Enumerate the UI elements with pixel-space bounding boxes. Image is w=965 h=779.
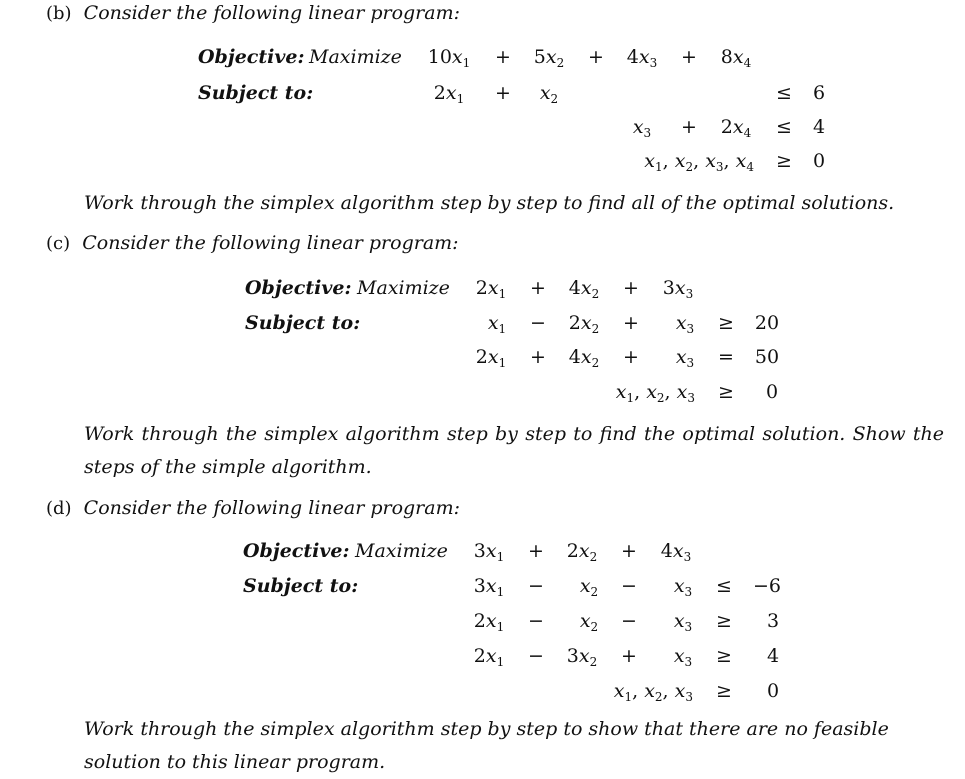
part-d-label: (d) (46, 498, 72, 519)
c-obj-term: $3x_3$ (662, 277, 694, 301)
d-obj-term: $3x_1$ (473, 540, 505, 564)
d-con-term: $x_3$ (673, 610, 693, 634)
b-con-term: $x_2$ (539, 82, 559, 106)
c-objective-label: Objective: (245, 277, 352, 299)
part-c-intro: Consider the following linear program: (82, 232, 459, 254)
c-con-op: + (530, 346, 546, 368)
c-nonneg-vars: $x_1$, $x_2$, $x_3$ (615, 381, 695, 405)
d-con-term: $x_2$ (579, 575, 599, 599)
b-con-rel: ≤ (776, 82, 792, 104)
d-con-op: − (528, 575, 544, 597)
c-con-op: − (530, 312, 546, 334)
c-nonneg-rhs: 0 (765, 381, 779, 403)
b-nonneg-rhs: 0 (812, 150, 826, 172)
part-c-label: (c) (46, 233, 71, 254)
d-con-rel: ≤ (716, 575, 732, 597)
b-obj-term: $5x_2$ (533, 46, 565, 70)
b-subject-label: Subject to: (198, 82, 314, 104)
b-nonneg-vars: $x_1$, $x_2$, $x_3$, $x_4$ (644, 150, 754, 174)
c-obj-op: + (623, 277, 639, 299)
b-con-rhs: 6 (812, 82, 826, 104)
d-obj-term: $2x_2$ (566, 540, 598, 564)
d-subject-label: Subject to: (243, 575, 359, 597)
d-con-term: $x_3$ (673, 575, 693, 599)
b-con-term: $x_3$ (632, 116, 652, 140)
part-c-header (46, 234, 459, 253)
c-obj-term: $4x_2$ (568, 277, 600, 301)
d-obj-term: $4x_3$ (660, 540, 692, 564)
c-con-term: $x_3$ (675, 312, 695, 336)
d-nonneg-rhs: 0 (766, 680, 780, 702)
b-con-term: $2x_1$ (433, 82, 465, 106)
d-con-term: $3x_2$ (566, 645, 598, 669)
d-con-op: − (528, 610, 544, 632)
c-obj-op: + (530, 277, 546, 299)
part-b-header (46, 4, 460, 23)
d-con-rhs: 4 (766, 645, 780, 667)
d-con-op: − (528, 645, 544, 667)
d-con-term: $2x_1$ (473, 610, 505, 634)
b-obj-term: $8x_4$ (720, 46, 752, 70)
b-obj-op: + (588, 46, 604, 68)
c-con-rel: ≥ (718, 312, 734, 334)
b-obj-term: $10x_1$ (427, 46, 471, 70)
b-instruction: Work through the simplex algorithm step by step to find all of the optimal solutions. (84, 192, 895, 214)
d-con-term: $x_2$ (579, 610, 599, 634)
b-obj-term: $4x_3$ (626, 46, 658, 70)
c-con-term: $x_1$ (487, 312, 507, 336)
d-con-rhs: 3 (766, 610, 780, 632)
part-b-label: (b) (46, 3, 72, 24)
b-con-op: + (681, 116, 697, 138)
b-con-op: + (495, 82, 511, 104)
d-objective-label: Objective: (243, 540, 350, 562)
c-con-rel: = (718, 346, 734, 368)
c-con-rhs: 50 (754, 346, 780, 368)
b-con-rhs: 4 (812, 116, 826, 138)
b-maximize: Maximize (309, 46, 402, 68)
c-instruction: Work through the simplex algorithm step by step to find the optimal solution. Show the steps of the simple algorithm. (84, 423, 944, 478)
d-con-rel: ≥ (716, 645, 732, 667)
d-con-op: + (621, 645, 637, 667)
b-obj-op: + (681, 46, 697, 68)
d-con-term: $2x_1$ (473, 645, 505, 669)
c-nonneg-rel: ≥ (718, 381, 734, 403)
c-con-term: $4x_2$ (568, 346, 600, 370)
d-maximize: Maximize (355, 540, 448, 562)
d-nonneg-vars: $x_1$, $x_2$, $x_3$ (613, 680, 693, 704)
d-instruction: Work through the simplex algorithm step by step to show that there are no feasible solution to this linear program. (84, 718, 889, 773)
d-obj-op: + (621, 540, 637, 562)
part-d-header (46, 499, 460, 518)
b-con-rel: ≤ (776, 116, 792, 138)
d-con-term: $x_3$ (673, 645, 693, 669)
d-con-rel: ≥ (716, 610, 732, 632)
c-obj-term: $2x_1$ (475, 277, 507, 301)
c-con-rhs: 20 (754, 312, 780, 334)
d-con-op: − (621, 610, 637, 632)
part-b-intro: Consider the following linear program: (83, 2, 460, 24)
d-con-op: − (621, 575, 637, 597)
b-obj-op: + (495, 46, 511, 68)
b-nonneg-rel: ≥ (776, 150, 792, 172)
d-con-term: $3x_1$ (473, 575, 505, 599)
c-subject-label: Subject to: (245, 312, 361, 334)
d-nonneg-rel: ≥ (716, 680, 732, 702)
c-maximize: Maximize (357, 277, 450, 299)
d-con-rhs: −6 (752, 575, 782, 597)
c-con-term: $x_3$ (675, 346, 695, 370)
c-con-op: + (623, 312, 639, 334)
c-con-term: $2x_1$ (475, 346, 507, 370)
part-d-intro: Consider the following linear program: (83, 497, 460, 519)
b-con-term: $2x_4$ (720, 116, 752, 140)
b-objective-label: Objective: (198, 46, 305, 68)
d-obj-op: + (528, 540, 544, 562)
c-con-term: $2x_2$ (568, 312, 600, 336)
c-con-op: + (623, 346, 639, 368)
